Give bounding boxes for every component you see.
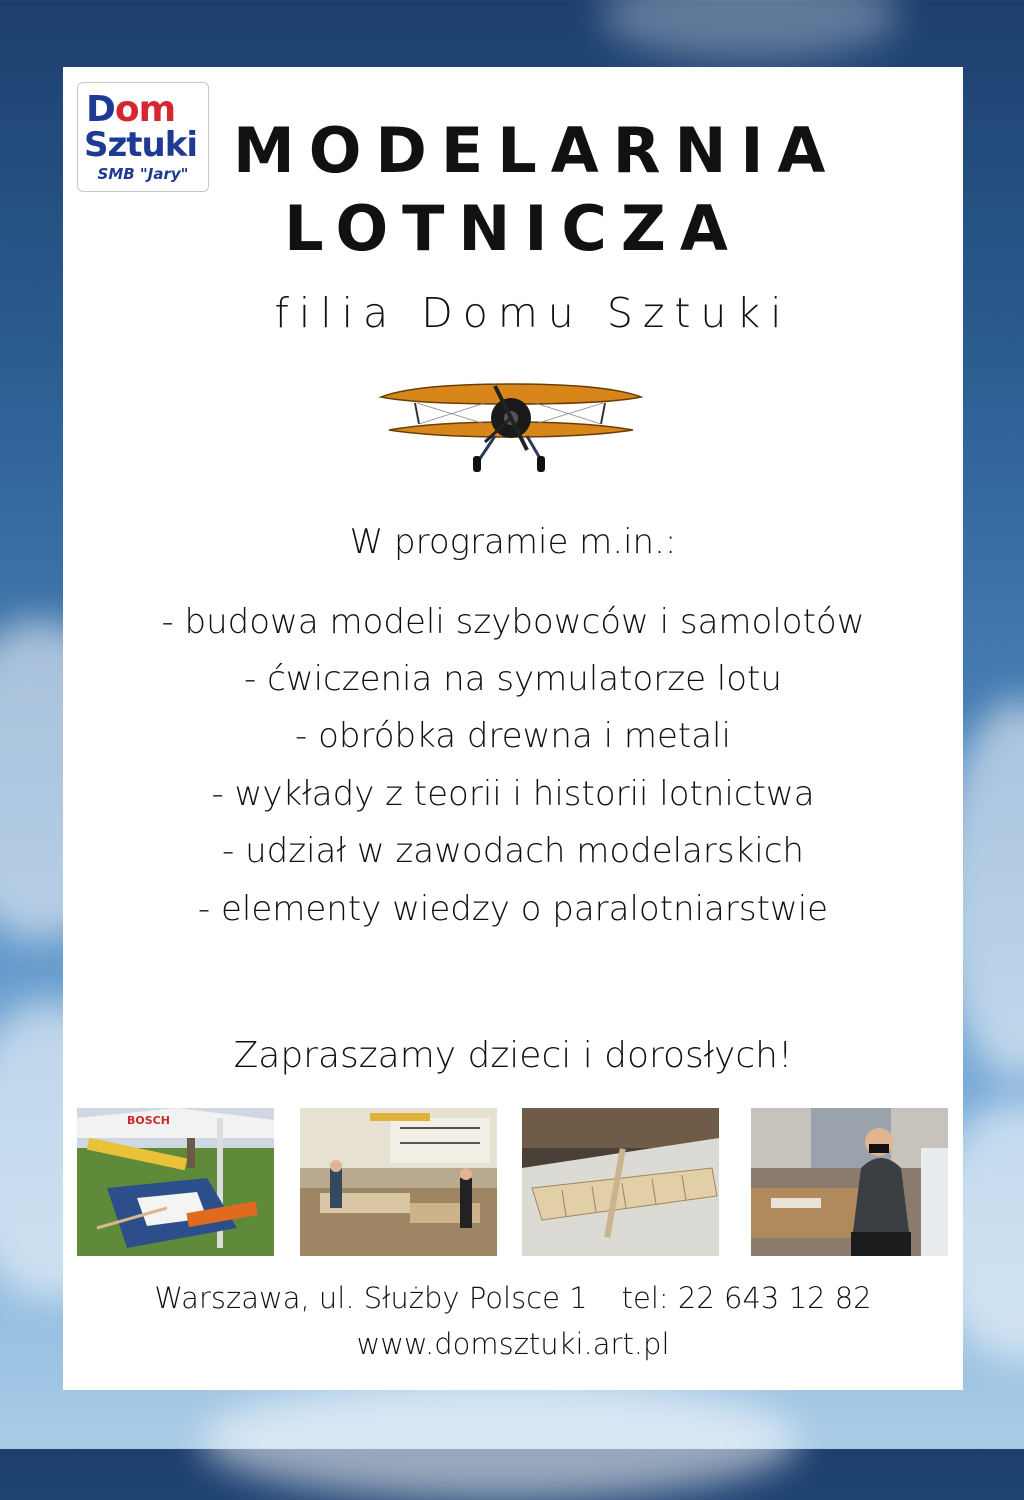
photo-student-workbench: [751, 1108, 948, 1256]
photo-outdoor-models: [77, 1108, 274, 1256]
subtitle: filia Domu Sztuki: [274, 289, 792, 337]
tent-banner-text: BOSCH: [127, 1114, 170, 1127]
biplane-image: [375, 380, 647, 480]
address-text: Warszawa, ul. Służby Polsce 1: [154, 1281, 588, 1315]
title-line1: MODELARNIA: [233, 114, 840, 187]
logo-line3: SMB "Jary": [97, 165, 189, 183]
program-intro: W programie m.in.:: [349, 522, 677, 562]
program-item: - udział w zawodach modelarskich: [222, 831, 804, 871]
poster-card: [63, 67, 963, 1390]
program-item: - wykłady z teorii i historii lotnictwa: [211, 774, 815, 814]
program-item: - elementy wiedzy o paralotniarstwie: [197, 889, 829, 929]
photo-wing-construction: [522, 1108, 719, 1256]
website-link[interactable]: www.domsztuki.art.pl: [356, 1327, 670, 1361]
dom-sztuki-logo: [77, 82, 209, 192]
program-item: - ćwiczenia na symulatorze lotu: [244, 659, 782, 699]
title-line2: LOTNICZA: [284, 192, 742, 265]
footer-contact-line: [63, 1281, 963, 1315]
phone-text: tel: 22 643 12 82: [621, 1281, 872, 1315]
logo-line1: Dom: [86, 89, 176, 130]
photo-workshop: [300, 1108, 497, 1256]
program-item: - budowa modeli szybowców i samolotów: [161, 602, 865, 642]
invitation: Zapraszamy dzieci i dorosłych!: [233, 1035, 793, 1076]
logo-line2: Sztuki: [84, 125, 197, 165]
program-item: - obróbka drewna i metali: [295, 716, 731, 756]
